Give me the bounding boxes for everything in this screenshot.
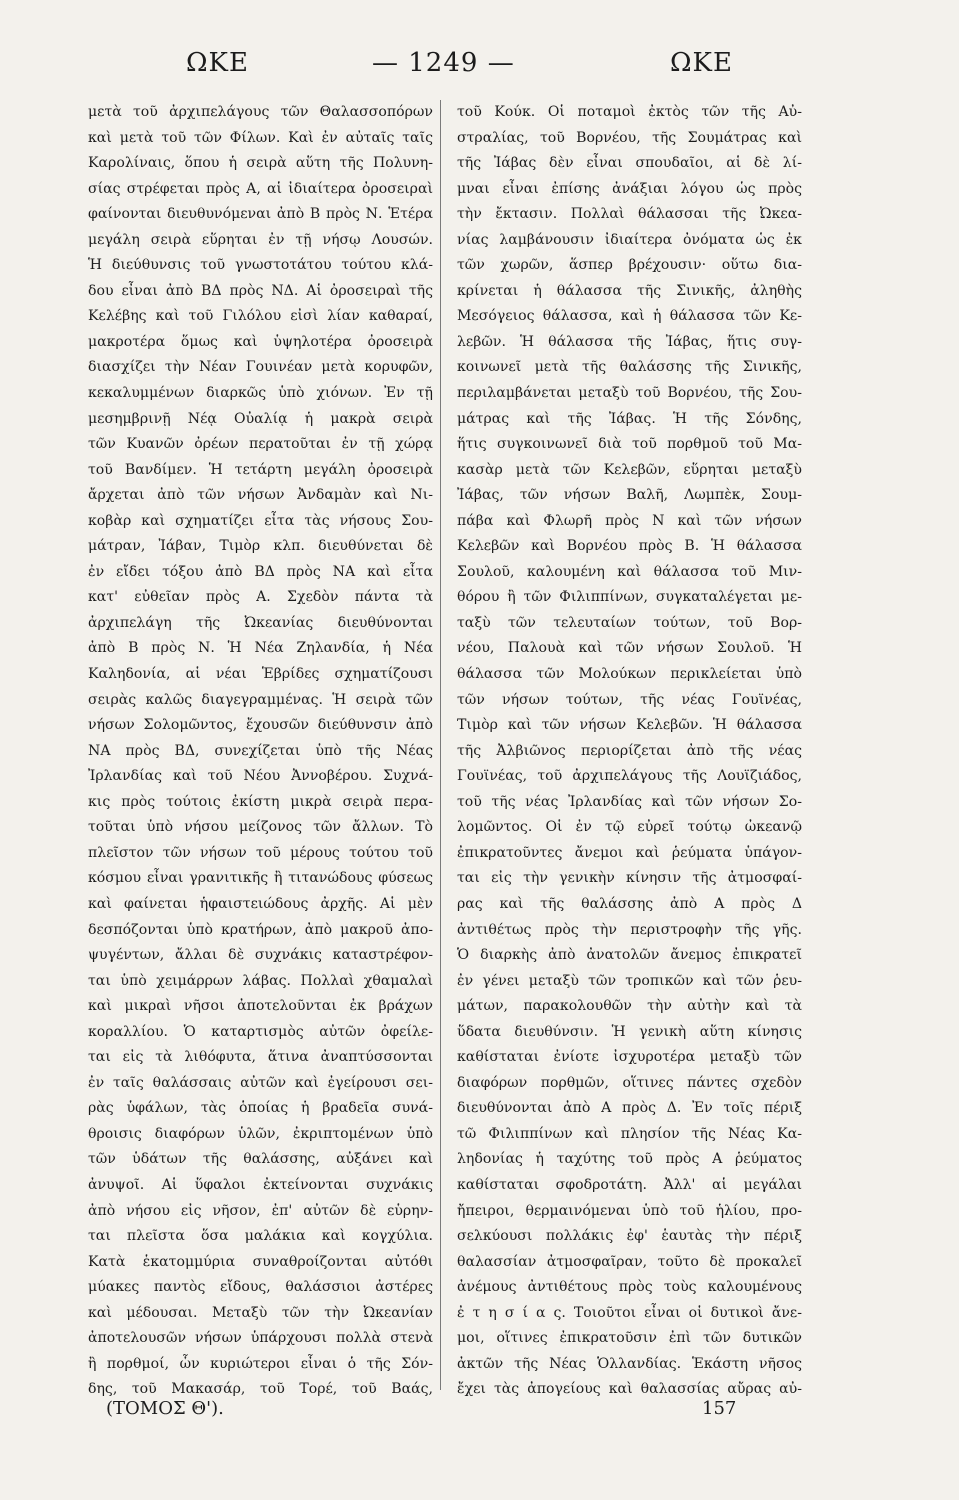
text-line: Σουλοῦ, καλουμένη καὶ θάλασσα τοῦ Μιν- — [457, 563, 802, 580]
left-column — [88, 100, 433, 1403]
text-line: κοβὰρ καὶ σχηματίζει εἶτα τὰς νήσους Σου- — [88, 512, 433, 529]
text-line: νέου, Παλουὰ καὶ τῶν νήσων Σουλοῦ. Ἡ — [457, 640, 802, 657]
text-line: καὶ μετὰ τοῦ τῶν Φίλων. Καὶ ἐν αὐταῖς ταῖς — [88, 129, 433, 146]
text-line: καὶ φαίνεται ἡφαιστειώδους ἀρχῆς. Αἱ μὲν — [88, 895, 433, 912]
text-line: Ἡ διεύθυνσις τοῦ γνωστοτάτου τούτου κλά- — [88, 257, 433, 274]
text-line: μύακες παντὸς εἴδους, θαλάσσιοι ἀστέρες — [88, 1279, 433, 1296]
text-line: Μεσόγειος θάλασσα, καὶ ἡ θάλασσα τῶν Κε- — [457, 308, 802, 325]
text-line: ἔχει τὰς ἀπογείους καὶ θαλασσίας αὔρας αὐ- — [457, 1381, 802, 1398]
text-line: διαφόρων πορθμῶν, οἵτινες πάντες σχεδὸν — [457, 1074, 802, 1091]
text-line: περιλαμβάνεται μεταξὺ τοῦ Βορνέου, τῆς Σου- — [457, 385, 802, 402]
text-line: μοι, οἵτινες ἐπικρατοῦσιν ἐπὶ τῶν δυτικῶν — [457, 1330, 802, 1347]
text-line: τοῦται ὑπὸ νήσου μείζονος τῶν ἄλλων. Τὸ — [88, 819, 433, 836]
text-line: ταξὺ τῶν τελευταίων τούτων, τοῦ Βορ- — [457, 614, 802, 631]
text-line: κρίνεται ἡ θάλασσα τῆς Σινικῆς, ἀληθὴς — [457, 282, 802, 299]
text-line: Γουϊνέας, τοῦ ἀρχιπελάγους τῆς Λουϊζιάδος, — [457, 768, 802, 785]
text-line: μάτων, παρακολουθῶν τὴν αὐτὴν καὶ τὰ — [457, 998, 802, 1015]
text-line: τῶν ὑδάτων τῆς θαλάσσης, αὐξάνει καὶ — [88, 1151, 433, 1168]
text-line: Κελέβης καὶ τοῦ Γιλόλου εἰσὶ λίαν καθαραί, — [88, 308, 433, 325]
text-line: καὶ μικραὶ νῆσοι ἀποτελοῦνται ἐκ βράχων — [88, 998, 433, 1015]
signature-mark: 157 — [702, 1398, 737, 1419]
text-line: Τιμὸρ καὶ τῶν νήσων Κελεβῶν. Ἡ θάλασσα — [457, 717, 802, 734]
text-line: ται εἰς τὴν γενικὴν κίνησιν τῆς ἀτμοσφαί- — [457, 870, 802, 887]
text-line: τῆς Ἀλβιῶνος περιορίζεται ἀπὸ τῆς νέας — [457, 742, 802, 759]
text-line: μάτρας καὶ τῆς Ἰάβας. Ἡ τῆς Σόνδης, — [457, 410, 802, 427]
text-line: ἐν εἴδει τόξου ἀπὸ ΒΔ πρὸς ΝΑ καὶ εἶτα — [88, 563, 433, 580]
header-left-keyword: ΩΚΕ — [186, 48, 249, 78]
page — [78, 30, 800, 1470]
text-line: πλεῖστον τῶν νήσων τοῦ μέρους τούτου τοῦ — [88, 844, 433, 861]
text-line: θαλασσίαν ἀτμοσφαῖραν, τοῦτο δὲ προκαλεῖ — [457, 1253, 802, 1270]
text-line: τοῦ τῆς νέας Ἰρλανδίας καὶ τῶν νήσων Σο- — [457, 793, 802, 810]
text-line: τὴν ἔκτασιν. Πολλαὶ θάλασσαι τῆς Ὠκεα- — [457, 206, 802, 223]
text-line: κοινωνεῖ μετὰ τῆς θαλάσσης τῆς Σινικῆς, — [457, 359, 802, 376]
text-line: τῆς Ἰάβας δὲν εἶναι σπουδαῖοι, αἱ δὲ λί- — [457, 155, 802, 172]
text-line: τῶν χωρῶν, ἅσπερ βρέχουσιν· οὕτω δια- — [457, 257, 802, 274]
text-line: δου εἶναι ἀπὸ ΒΔ πρὸς ΝΔ. Αἱ ὀροσειραὶ τῆς — [88, 282, 433, 299]
text-line: μναι εἶναι ἐπίσης ἀνάξιαι λόγου ὡς πρὸς — [457, 180, 802, 197]
text-line: θροισις διαφόρων ὑλῶν, ἐκριπτομένων ὑπὸ — [88, 1125, 433, 1142]
text-line: σελκύουσι πολλάκις ἐφ' ἑαυτὰς τὴν πέριξ — [457, 1228, 802, 1245]
right-column — [457, 100, 802, 1403]
text-line: πάβα καὶ Φλωρῆ πρὸς Ν καὶ τῶν νήσων — [457, 512, 802, 529]
text-line: ται πλεῖστα ὅσα μαλάκια καὶ κογχύλια. — [88, 1228, 433, 1245]
text-line: καθίσταται σφοδροτάτη. Ἀλλ' αἱ μεγάλαι — [457, 1176, 802, 1193]
text-line: ρὰς ὑφάλων, τὰς ὁποίας ἡ βραδεῖα συνά- — [88, 1100, 433, 1117]
text-line: ται ὑπὸ χειμάρρων λάβας. Πολλαὶ χθαμαλαὶ — [88, 972, 433, 989]
header-right-keyword: ΩΚΕ — [670, 48, 733, 78]
text-line: ἀποτελουσῶν νήσων ὑπάρχουσι πολλὰ στενὰ — [88, 1330, 433, 1347]
text-line: κοραλλίου. Ὁ καταρτισμὸς αὐτῶν ὀφείλε- — [88, 1023, 433, 1040]
page-number: — 1249 — — [372, 48, 515, 78]
running-header — [78, 48, 800, 88]
text-line: τῶν νήσων τούτων, τῆς νέας Γουϊνέας, — [457, 691, 802, 708]
text-line: ἐν ταῖς θαλάσσαις αὐτῶν καὶ ἐγείρουσι σει- — [88, 1074, 433, 1091]
text-line: ἀντιθέτως πρὸς τὴν περιστροφὴν τῆς γῆς. — [457, 921, 802, 938]
column-divider — [440, 100, 441, 1390]
text-line: ἥτις συγκοινωνεῖ διὰ τοῦ πορθμοῦ τοῦ Μα- — [457, 436, 802, 453]
text-line: ὕδατα διευθύνσιν. Ἡ γενικὴ αὕτη κίνησις — [457, 1023, 802, 1040]
text-line: Ἰάβας, τῶν νήσων Βαλῆ, Λωμπὲκ, Σουμ- — [457, 487, 802, 504]
text-line: ἐ τ η σ ί α ς. Τοιοῦτοι εἶναι οἱ δυτικοὶ ἄνε- — [457, 1304, 802, 1321]
text-line: τοῦ Κούκ. Οἱ ποταμοὶ ἐκτὸς τῶν τῆς Αὐ- — [457, 104, 802, 120]
text-line: τῶ Φιλιππίνων καὶ πλησίον τῆς Νέας Κα- — [457, 1125, 802, 1142]
text-line: μακροτέρα ὅμως καὶ ὑψηλοτέρα ὀροσειρὰ — [88, 333, 433, 350]
text-line: ἀνέμους ἀντιθέτους πρὸς τοὺς καλουμένους — [457, 1279, 802, 1296]
text-line: κόσμου εἶναι γρανιτικῆς ἢ τιτανώδους φύσεως — [88, 870, 433, 887]
text-line: λεβῶν. Ἡ θάλασσα τῆς Ἰάβας, ἥτις συγ- — [457, 333, 802, 350]
text-line: μάτραν, Ἰάβαν, Τιμὸρ κλπ. διευθύνεται δὲ — [88, 538, 433, 555]
text-line: ἤπειροι, θερμαινόμεναι ὑπὸ τοῦ ἡλίου, προ- — [457, 1202, 802, 1219]
text-line: κασὰρ μετὰ τῶν Κελεβῶν, εὕρηται μεταξὺ — [457, 461, 802, 478]
text-line: δεσπόζονται ὑπὸ κρατήρων, ἀπὸ μακροῦ ἀπο- — [88, 921, 433, 938]
text-line: Κατὰ ἑκατομμύρια συναθροίζονται αὐτόθι — [88, 1253, 433, 1270]
text-line: ται εἰς τὰ λιθόφυτα, ἅτινα ἀναπτύσσονται — [88, 1049, 433, 1066]
text-line: κις πρὸς τούτοις ἐκίστη μικρὰ σειρὰ περα- — [88, 793, 433, 810]
text-line: Ἰρλανδίας καὶ τοῦ Νέου Ἀννοβέρου. Συχνά- — [88, 768, 433, 785]
text-line: ἐπικρατοῦντες ἄνεμοι καὶ ῥεύματα ὑπάγον- — [457, 844, 802, 861]
text-line: τοῦ Βανδίμεν. Ἡ τετάρτη μεγάλη ὀροσειρὰ — [88, 461, 433, 478]
text-line: κατ' εὐθεῖαν πρὸς Α. Σχεδὸν πάντα τὰ — [88, 589, 433, 606]
text-line: σίας στρέφεται πρὸς Α, αἱ ἰδιαίτερα ὀροσειραὶ — [88, 180, 433, 197]
text-line: λομῶντος. Οἱ ἐν τῷ εὐρεῖ τούτῳ ὠκεανῷ — [457, 819, 802, 836]
text-line: ρας καὶ τῆς θαλάσσης ἀπὸ Α πρὸς Δ — [457, 895, 802, 912]
text-line: νίας λαμβάνουσιν ἰδιαίτερα ὀνόματα ὡς ἐκ — [457, 231, 802, 248]
text-line: ληδονίας ἡ ταχύτης τοῦ πρὸς Α ῥεύματος — [457, 1151, 802, 1168]
text-line: διευθύνονται ἀπὸ Α πρὸς Δ. Ἐν τοῖς πέριξ — [457, 1100, 802, 1117]
text-line: ΝΑ πρὸς ΒΔ, συνεχίζεται ὑπὸ τῆς Νέας — [88, 742, 433, 759]
text-line: τῶν Κυανῶν ὀρέων περατοῦται ἐν τῇ χώρᾳ — [88, 436, 433, 453]
text-line: σειρὰς καλῶς διαγεγραμμένας. Ἡ σειρὰ τῶν — [88, 691, 433, 708]
text-line: Κελεβῶν καὶ Βορνέου πρὸς Β. Ἡ θάλασσα — [457, 538, 802, 555]
text-line: καὶ μέδουσαι. Μεταξὺ τῶν τὴν Ὠκεανίαν — [88, 1304, 433, 1321]
text-line: ἀπὸ νήσου εἰς νῆσον, ἐπ' αὐτῶν δὲ εὑρην- — [88, 1202, 433, 1219]
text-line: ἐν γένει μεταξὺ τῶν τροπικῶν καὶ τῶν ῥευ- — [457, 972, 802, 989]
text-line: Ὁ διαρκὴς ἀπὸ ἀνατολῶν ἄνεμος ἐπικρατεῖ — [457, 947, 802, 964]
text-line: Καρολίναις, ὅπου ἡ σειρὰ αὕτη τῆς Πολυνη- — [88, 155, 433, 172]
text-line: ἄρχεται ἀπὸ τῶν νήσων Ἀνδαμὰν καὶ Νι- — [88, 487, 433, 504]
text-line: φαίνονται διευθυνόμεναι ἀπὸ Β πρὸς Ν. Ἑτέρα — [88, 206, 433, 223]
text-line: θόρου ἢ τῶν Φιλιππίνων, συγκαταλέγεται με- — [457, 589, 802, 606]
text-line: διασχίζει τὴν Νέαν Γουινέαν μετὰ κορυφῶν, — [88, 359, 433, 376]
text-line: ψυγέντων, ἄλλαι δὲ συχνάκις καταστρέφον- — [88, 947, 433, 964]
text-line: μετὰ τοῦ ἀρχιπελάγους τῶν Θαλασσοπόρων — [88, 104, 433, 120]
text-line: ἀπὸ Β πρὸς Ν. Ἡ Νέα Ζηλανδία, ἡ Νέα — [88, 640, 433, 657]
text-line: δης, τοῦ Μακασάρ, τοῦ Τορέ, τοῦ Βαάς, — [88, 1381, 433, 1398]
text-line: ἀκτῶν τῆς Νέας Ὁλλανδίας. Ἑκάστη νῆσος — [457, 1355, 802, 1372]
volume-label: (ΤΟΜΟΣ Θ'). — [106, 1398, 224, 1419]
text-line: στραλίας, τοῦ Βορνέου, τῆς Σουμάτρας καὶ — [457, 129, 802, 146]
text-line: καθίσταται ἐνίοτε ἰσχυροτέρα μεταξὺ τῶν — [457, 1049, 802, 1066]
text-line: ἀνυψοῖ. Αἱ ὕφαλοι ἐκτείνονται συχνάκις — [88, 1176, 433, 1193]
text-line: μεσημβρινῇ Νέᾳ Οὐαλίᾳ ἡ μακρὰ σειρὰ — [88, 410, 433, 427]
text-line: ἢ πορθμοί, ὧν κυριώτεροι εἶναι ὁ τῆς Σόν- — [88, 1355, 433, 1372]
text-line: νήσων Σολομῶντος, ἔχουσῶν διεύθυνσιν ἀπὸ — [88, 717, 433, 734]
text-line: Καληδονία, αἱ νέαι Ἑβρίδες σχηματίζουσι — [88, 666, 433, 683]
text-line: μεγάλη σειρὰ εὕρηται ἐν τῇ νήσῳ Λουσών. — [88, 231, 433, 248]
text-line: θάλασσα τῶν Μολούκων περικλείεται ὑπὸ — [457, 666, 802, 683]
page-footer — [78, 1398, 800, 1428]
text-line: κεκαλυμμένων διαρκῶς ὑπὸ χιόνων. Ἐν τῇ — [88, 385, 433, 402]
text-line: ἀρχιπελάγη τῆς Ὠκεανίας διευθύνονται — [88, 614, 433, 631]
